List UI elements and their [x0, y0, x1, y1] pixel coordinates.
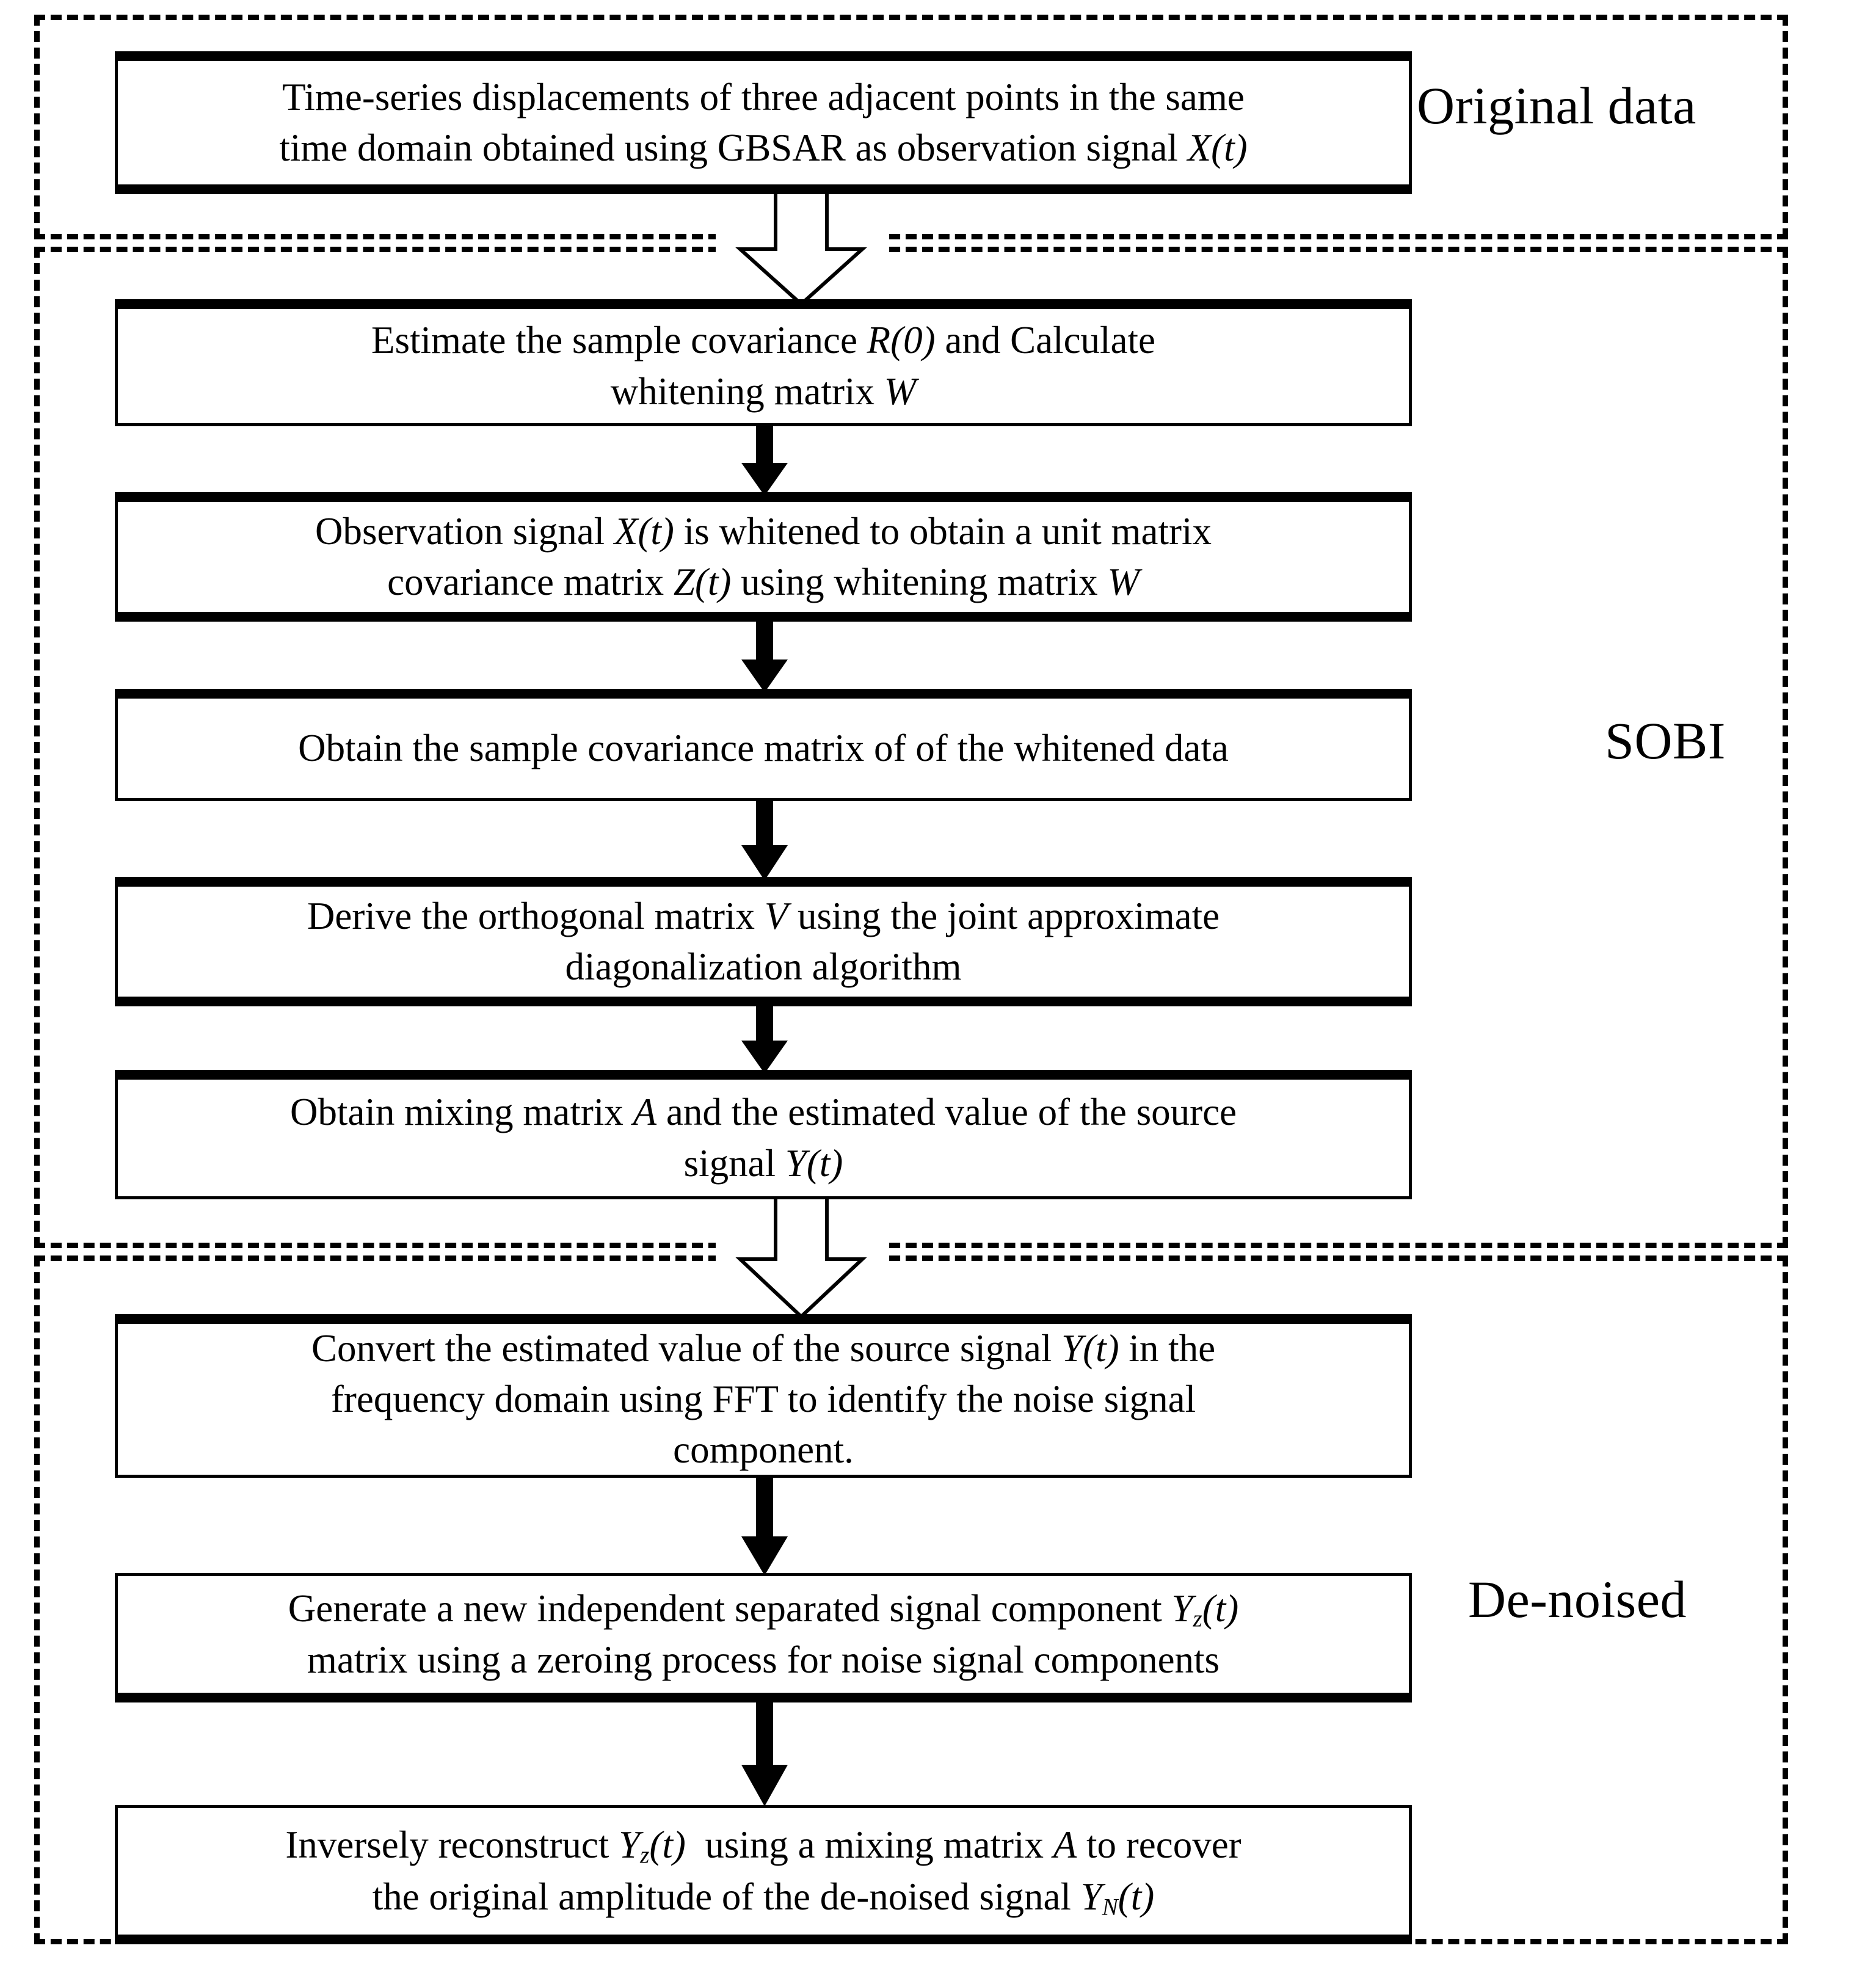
- process-box-step-5-text: [307, 891, 1220, 992]
- step-2-line-2: whitening matrix W: [610, 369, 917, 413]
- connector-step-5-to-step-6: [728, 1001, 801, 1075]
- process-box-step-8-text: [288, 1583, 1238, 1685]
- step-2-line-1: Estimate the sample covariance R(0) and Calculate: [371, 319, 1155, 362]
- step-6-line-2: signal Y(t): [683, 1141, 843, 1185]
- step-1-line-2: time domain obtained using GBSAR as observation signal X(t): [279, 126, 1248, 169]
- process-box-step-1-text: [279, 72, 1247, 173]
- process-box-step-5[interactable]: [115, 877, 1412, 1006]
- process-box-step-3[interactable]: [115, 492, 1412, 622]
- process-box-step-8[interactable]: [115, 1573, 1412, 1702]
- step-9-line-2: the original amplitude of the de-noised signal $Y_N(t)$: [372, 1875, 1155, 1920]
- step-5-line-1: Derive the orthogonal matrix V using the joint approximate: [307, 894, 1220, 937]
- process-box-step-6-text: [290, 1087, 1237, 1188]
- process-box-step-2[interactable]: [115, 299, 1412, 426]
- step-9-line-1: Inversely reconstruct $Y_z(t)$ using a mixing matrix A to recover: [285, 1823, 1242, 1869]
- connector-step-3-to-step-4: [728, 617, 801, 694]
- process-box-step-7-text: [311, 1323, 1215, 1475]
- process-box-step-9[interactable]: [115, 1805, 1412, 1944]
- section-label-original-data: Original data: [1417, 76, 1696, 135]
- step-5-line-2: diagonalization algorithm: [565, 945, 962, 988]
- process-box-step-4-text: [298, 723, 1229, 774]
- process-box-step-2-text: [371, 315, 1155, 416]
- connector-step-7-to-step-8: [728, 1473, 801, 1578]
- connector-step-1-to-step-2: [714, 191, 888, 305]
- connector-step-8-to-step-9: [728, 1699, 801, 1809]
- step-8-line-1: Generate a new independent separated signal component $Y_z(t)$: [288, 1586, 1239, 1632]
- step-6-line-1: Obtain mixing matrix A and the estimated value of the source: [289, 1091, 1237, 1134]
- step-7-line-3: component.: [673, 1428, 854, 1472]
- step-7-line-1: Convert the estimated value of the source signal Y(t) in the: [311, 1326, 1216, 1370]
- process-box-step-6[interactable]: [115, 1070, 1412, 1199]
- process-box-step-1[interactable]: [115, 51, 1412, 194]
- step-8-line-2: matrix using a zeroing process for noise signal components: [307, 1638, 1220, 1681]
- section-label-de-noised: De-noised: [1468, 1570, 1687, 1629]
- connector-step-4-to-step-5: [728, 796, 801, 882]
- connector-step-6-to-step-7: [714, 1196, 888, 1318]
- step-3-line-2: covariance matrix Z(t) using whitening matrix W: [387, 561, 1140, 603]
- process-box-step-3-text: [315, 506, 1212, 608]
- step-4-line-1: Obtain the sample covariance matrix of of the whitened data: [298, 726, 1229, 769]
- process-box-step-4[interactable]: [115, 689, 1412, 801]
- step-3-line-1: Observation signal X(t) is whitened to obtain a unit matrix: [315, 509, 1212, 553]
- process-box-step-9-text: [285, 1820, 1241, 1922]
- connector-step-2-to-step-3: [728, 421, 801, 497]
- process-box-step-7[interactable]: [115, 1314, 1412, 1478]
- section-label-sobi: SOBI: [1605, 711, 1726, 770]
- step-7-line-2: frequency domain using FFT to identify the noise signal: [330, 1377, 1196, 1420]
- step-1-line-1: Time-series displacements of three adjacent points in the same: [282, 75, 1245, 118]
